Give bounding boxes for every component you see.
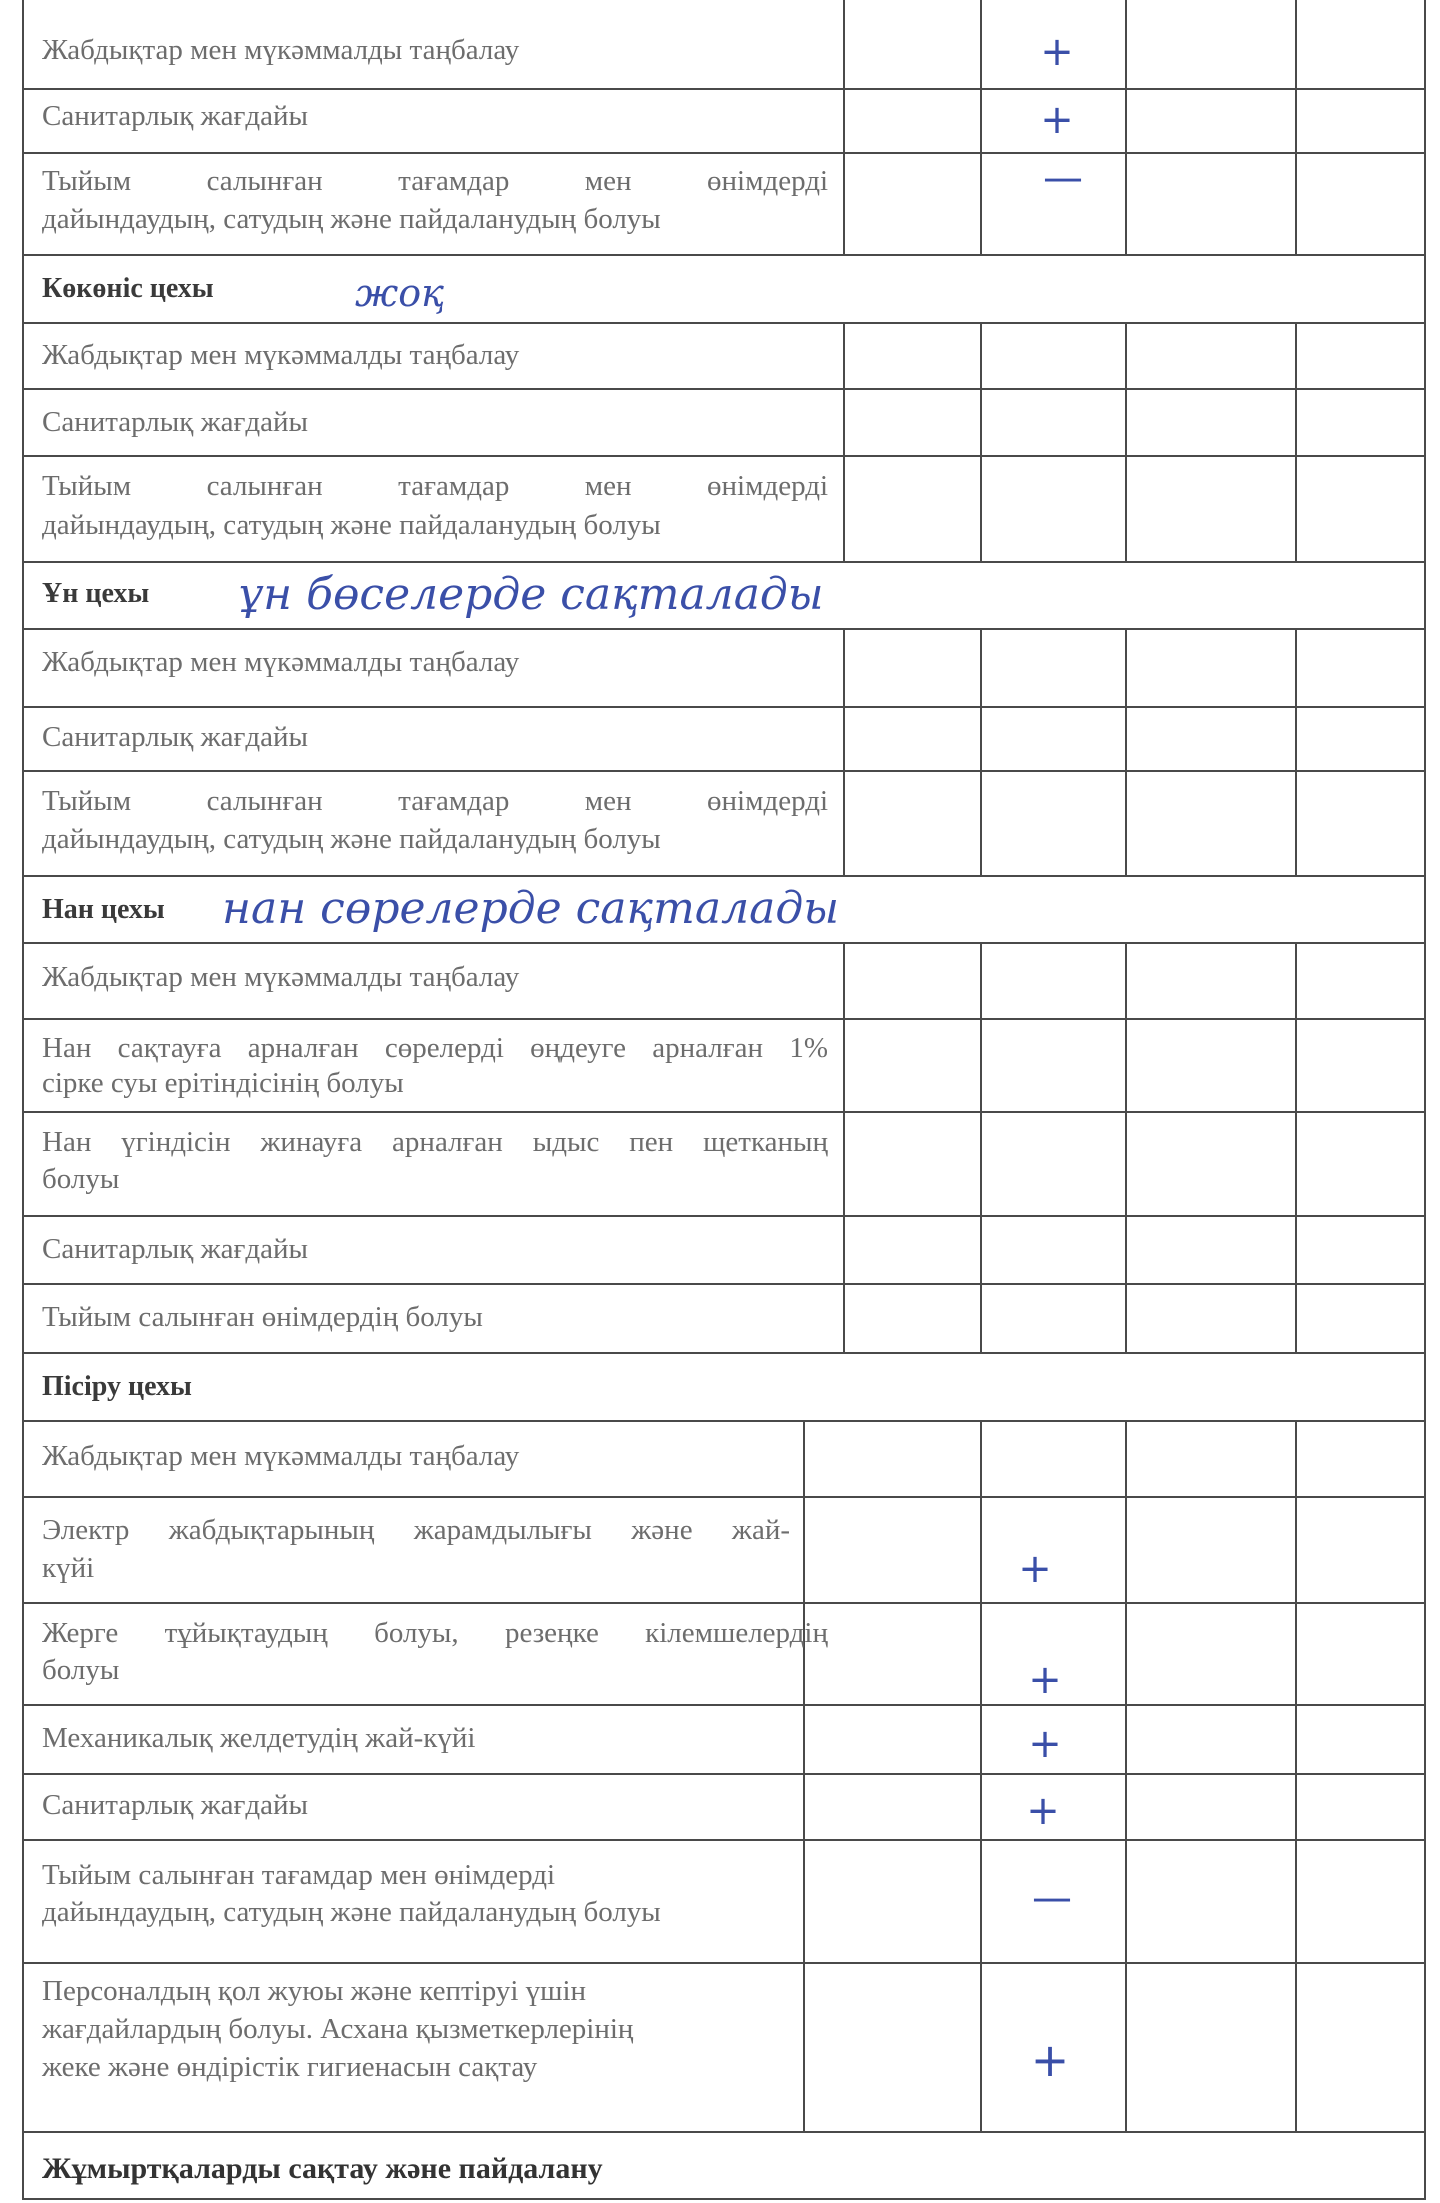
check-mark: + (1030, 2033, 1070, 2087)
handwritten-note: нан сөрелерде сақталады (222, 883, 840, 934)
row-label: Тыйым салынған тағамдар мен өнімдерді (42, 470, 828, 502)
row-label: Жабдықтар мен мүкәммалды таңбалау (42, 339, 520, 371)
section-heading: Көкөніс цехы (42, 273, 214, 304)
handwritten-note: ұн бөселерде сақталады (238, 569, 824, 620)
check-mark: + (1018, 1546, 1052, 1592)
row-label: дайындаудың, сатудың және пайдаланудың болуы (42, 203, 661, 235)
row-label: дайындаудың, сатудың және пайдаланудың болуы (42, 1896, 661, 1928)
row-label: Нан үгіндісін жинауға арналған ыдыс пен щетканың (42, 1126, 828, 1158)
check-mark: + (1028, 1721, 1062, 1767)
row-label: Санитарлық жағдайы (42, 100, 308, 132)
row-label: Персоналдың қол жуюы және кептіруі үшін (42, 1975, 587, 2007)
check-mark: + (1040, 97, 1074, 143)
check-mark: + (1026, 1788, 1060, 1834)
check-mark: + (1040, 29, 1074, 75)
row-label: Жабдықтар мен мүкәммалды таңбалау (42, 1440, 520, 1472)
row-label: Электр жабдықтарының жарамдылығы және жай- (42, 1514, 790, 1546)
row-label: жағдайлардың болуы. Асхана қызметкерлерінің (42, 2013, 634, 2045)
row-label: жеке және өндірістік гигиенасын сақтау (42, 2051, 538, 2083)
row-label: Жабдықтар мен мүкәммалды таңбалау (42, 34, 520, 66)
row-label: сірке суы ерітіндісінің болуы (42, 1067, 404, 1099)
section-heading: Жұмыртқаларды сақтау және пайдалану (42, 2152, 603, 2185)
check-mark: + (1028, 1657, 1062, 1703)
check-mark: — (1032, 1875, 1072, 1921)
row-label: дайындаудың, сатудың және пайдаланудың болуы (42, 823, 661, 855)
check-mark: — (1043, 155, 1083, 201)
row-label: Жабдықтар мен мүкәммалды таңбалау (42, 646, 520, 678)
row-label: Санитарлық жағдайы (42, 721, 308, 753)
handwritten-note: жоқ (355, 271, 445, 315)
section-heading: Ұн цехы (42, 578, 150, 609)
row-label: Жабдықтар мен мүкәммалды таңбалау (42, 961, 520, 993)
row-label: болуы (42, 1654, 120, 1686)
row-label: Тыйым салынған тағамдар мен өнімдерді (42, 785, 828, 817)
row-label: дайындаудың, сатудың және пайдаланудың болуы (42, 509, 661, 541)
row-label: Нан сақтауға арналған сөрелерді өңдеуге арналған 1% (42, 1032, 828, 1064)
row-label: Механикалық желдетудің жай-күйі (42, 1722, 476, 1754)
row-label: Санитарлық жағдайы (42, 1789, 308, 1821)
row-label: Тыйым салынған тағамдар мен өнімдерді (42, 165, 828, 197)
row-label: Жерге тұйықтаудың болуы, резеңке кілемшелердің (42, 1617, 828, 1649)
section-heading: Пісіру цехы (42, 1371, 192, 1402)
row-label: Санитарлық жағдайы (42, 406, 308, 438)
row-label: Тыйым салынған өнімдердің болуы (42, 1301, 483, 1333)
row-label: болуы (42, 1163, 120, 1195)
row-label: күйі (42, 1552, 95, 1584)
row-label: Санитарлық жағдайы (42, 1233, 308, 1265)
section-heading: Нан цехы (42, 894, 165, 925)
row-label: Тыйым салынған тағамдар мен өнімдерді (42, 1859, 556, 1891)
